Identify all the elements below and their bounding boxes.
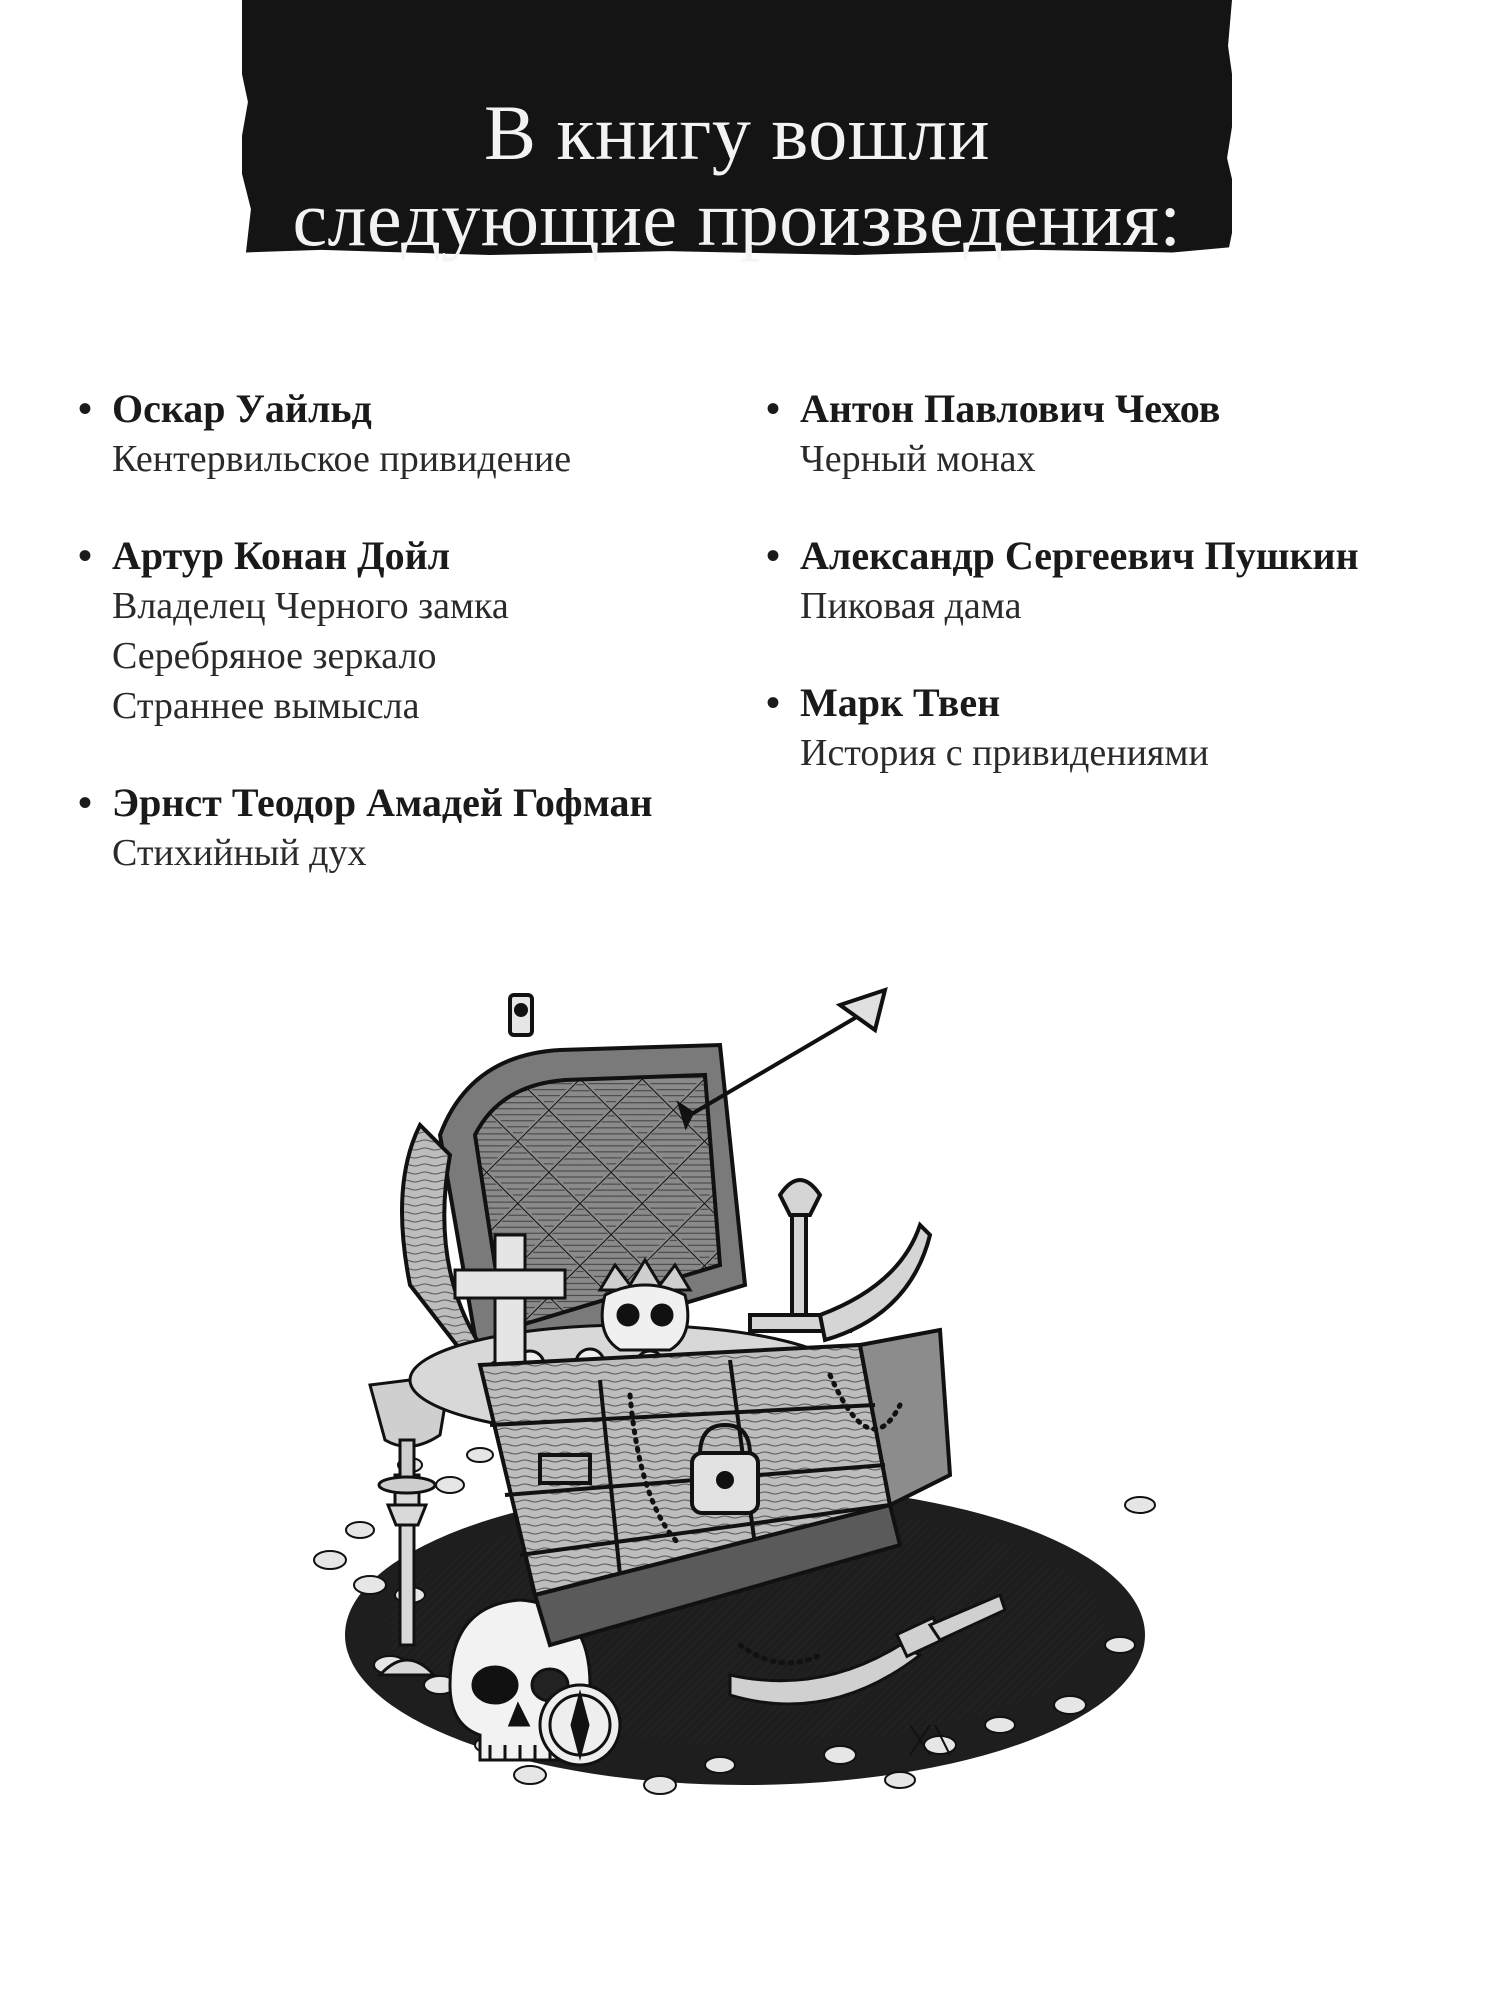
contents-entry [76,778,736,878]
work-title: Стихийный дух [112,832,367,874]
bullet: • [766,533,781,578]
author-name: Оскар Уайльд [112,386,372,431]
page-title-line-1: В книгу вошли [484,89,990,177]
contents-entry [764,384,1464,484]
work-title: Владелец Черного замка [112,585,509,627]
bullet: • [766,680,781,725]
contents-right-column [764,384,1464,825]
bullet: • [78,780,93,825]
bullet: • [78,533,93,578]
bullet: • [766,386,781,431]
contents-entry [76,384,736,484]
author-name: Антон Павлович Чехов [800,386,1221,431]
author-name: Эрнст Теодор Амадей Гофман [112,780,653,825]
work-title: Черный монах [800,438,1036,480]
contents-entry [764,678,1464,778]
author-name: Марк Твен [800,680,1001,725]
contents-entry [764,531,1464,631]
work-title: Серебряное зеркало [112,635,437,677]
contents-left-column [76,384,736,925]
work-title: История с привидениями [800,732,1209,774]
work-title: Страннее вымысла [112,685,420,727]
bullet: • [78,386,93,431]
author-name: Артур Конан Дойл [112,533,451,578]
work-title: Пиковая дама [800,585,1022,627]
contents-entry [76,531,736,731]
page-title [242,90,1232,262]
treasure-chest-illustration-icon [300,985,1190,1855]
work-title: Кентервильское привидение [112,438,572,480]
page-title-line-2: следующие произведения: [292,175,1182,263]
author-name: Александр Сергеевич Пушкин [800,533,1359,578]
